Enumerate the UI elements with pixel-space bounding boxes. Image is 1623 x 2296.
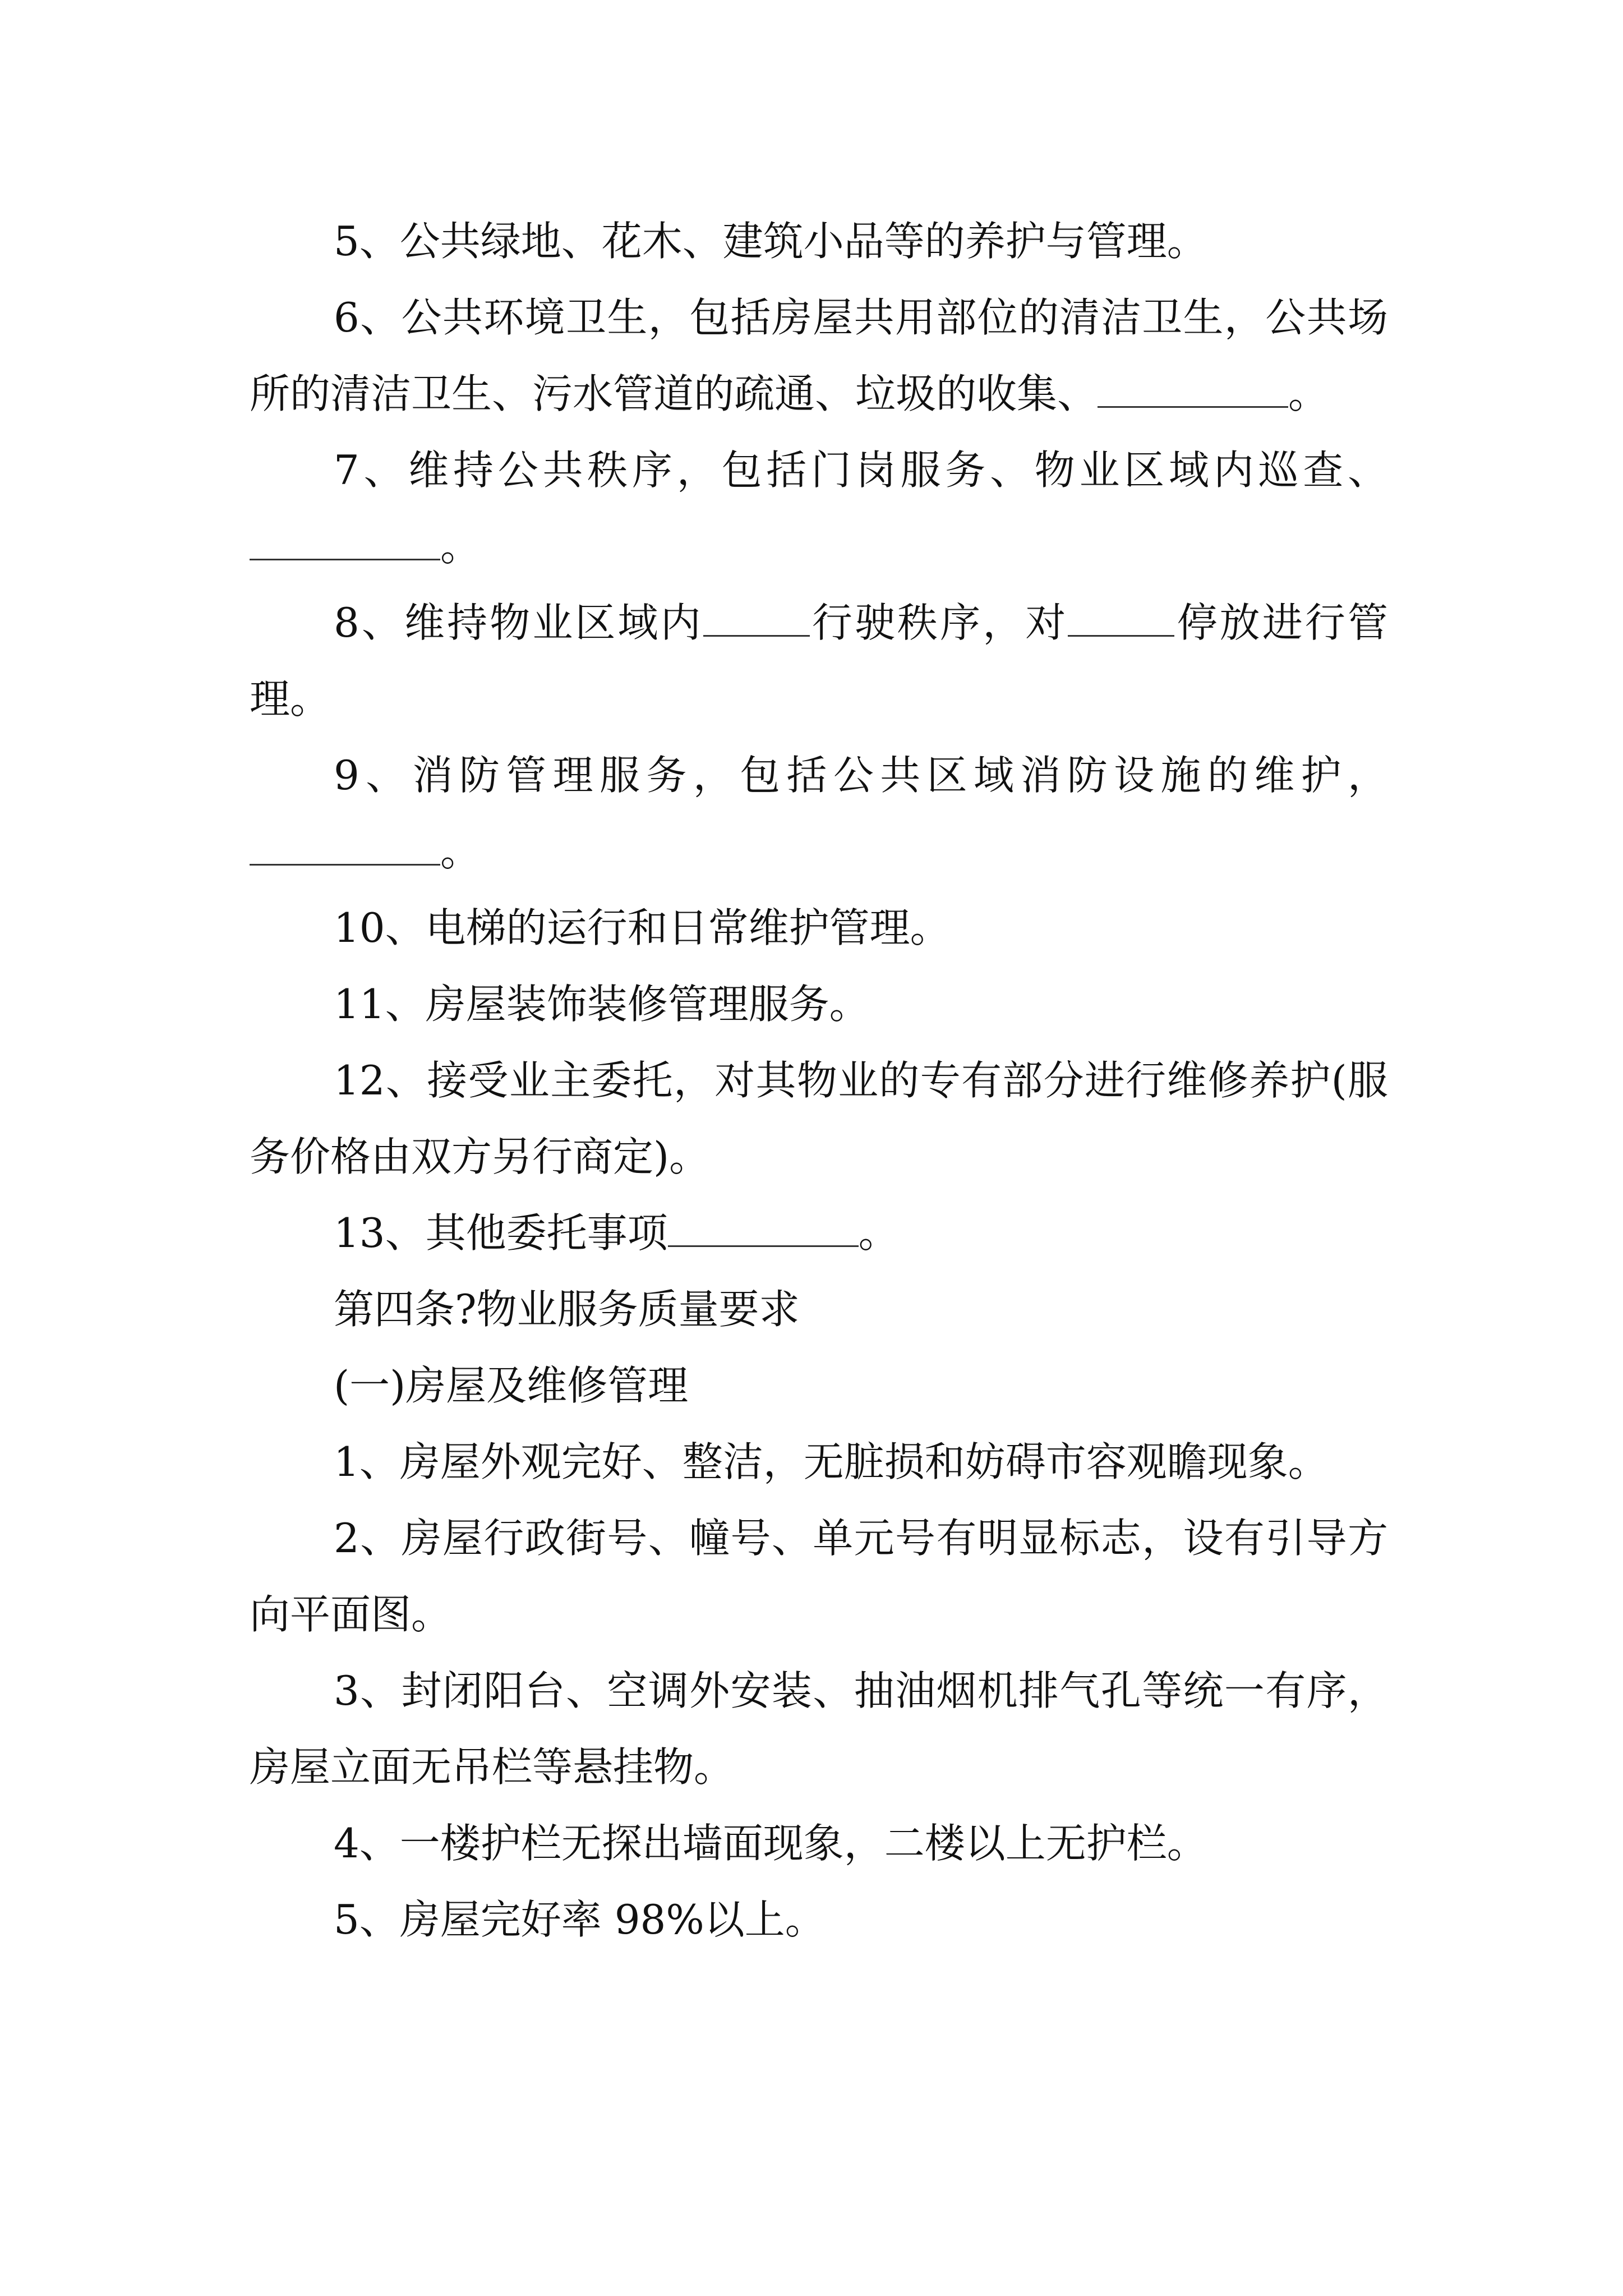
paragraph-item-9: 9、消防管理服务，包括公共区域消防设施的维护，。 (250, 737, 1388, 890)
paragraph-item-10: 10、电梯的运行和日常维护管理。 (334, 904, 951, 951)
fill-in-blank[interactable] (250, 526, 440, 560)
document-body (250, 203, 1388, 1958)
paragraph-item-6: 6、公共环境卫生，包括房屋共用部位的清洁卫生，公共场所的清洁卫生、污水管道的疏通、垃圾的收集、 。 (250, 294, 1388, 417)
section-heading: 第四条?物业服务质量要求 (334, 1286, 800, 1333)
fill-in-blank[interactable] (250, 831, 440, 866)
quality-item-2: 2、房屋行政街号、幢号、单元号有明显标志，设有引导方向平面图。 (250, 1515, 1388, 1638)
paragraph-item-11: 11、房屋装饰装修管理服务。 (334, 981, 870, 1028)
quality-item-4: 4、一楼护栏无探出墙面现象，二楼以上无护栏。 (334, 1820, 1207, 1867)
fill-in-blank[interactable] (703, 602, 810, 637)
fill-in-blank[interactable] (1098, 374, 1288, 408)
quality-item-1: 1、房屋外观完好、整洁，无脏损和妨碍市容观瞻现象。 (334, 1438, 1329, 1485)
paragraph-item-7: 7、维持公共秩序，包括门岗服务、物业区域内巡查、。 (250, 432, 1388, 585)
subsection-heading: (一)房屋及维修管理 (334, 1362, 689, 1409)
quality-item-3: 3、封闭阳台、空调外安装、抽油烟机排气孔等统一有序，房屋立面无吊栏等悬挂物。 (250, 1667, 1388, 1791)
paragraph-item-8: 8、维持物业区域内 行驶秩序，对 停放进行管理。 (250, 599, 1388, 723)
fill-in-blank[interactable] (1068, 602, 1174, 637)
paragraph-item-13: 13、其他委托事项 。 (334, 1209, 899, 1257)
paragraph-item-12: 12、接受业主委托，对其物业的专有部分进行维修养护(服务价格由双方另行商定)。 (250, 1057, 1388, 1180)
quality-item-5: 5、房屋完好率 98%以上。 (334, 1896, 826, 1943)
fill-in-blank[interactable] (668, 1213, 859, 1247)
paragraph-item-5: 5、公共绿地、花木、建筑小品等的养护与管理。 (334, 218, 1207, 265)
